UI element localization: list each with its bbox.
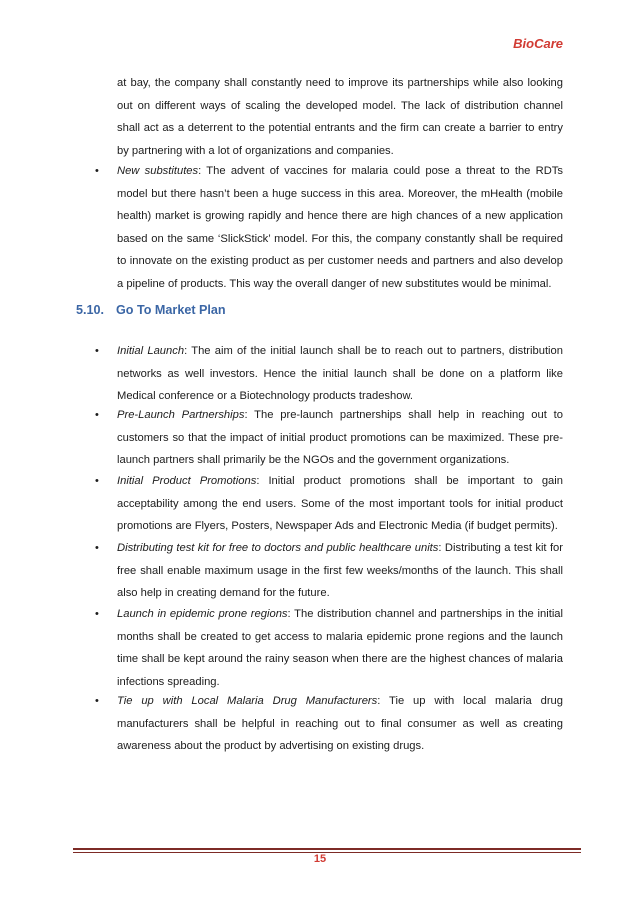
- item-text: : Initial product promotions shall be important to gain acceptability among the end users. Some of the most important tools for initial product promotions are Flyers, Posters, Newspaper Ads and Electronic Media (if budget permits).: [117, 475, 563, 533]
- bullet-marker: •: [95, 695, 99, 707]
- list-item: [117, 160, 563, 296]
- intro-paragraph: at bay, the company shall constantly need to improve its partnerships while also looking out on different ways of scaling the developed model. The lack of distribution channel shall act as a deterrent to the potential entrants and the firm can create a barrier to entry by partnering with a lot of organizations and companies.: [117, 77, 563, 157]
- list-item: [117, 404, 563, 472]
- item-term: Initial Product Promotions: [117, 475, 257, 487]
- bullet-marker: •: [95, 409, 99, 421]
- bullet-marker: •: [95, 165, 99, 177]
- list-item: [117, 690, 563, 758]
- bullet-marker: •: [95, 542, 99, 554]
- item-term: Initial Launch: [117, 345, 185, 357]
- item-text: : The pre-launch partnerships shall help in reaching out to customers so that the impact of initial product promotions can be maximized. These pre-launch partners shall primarily be the NGOs and the government organizations.: [117, 409, 563, 467]
- item-text: : The distribution channel and partnerships in the initial months shall be created to get access to malaria epidemic prone regions and the launch time shall be kept around the rainy season when there are the highest chances of malaria infections spreading.: [117, 608, 564, 688]
- list-item: [117, 537, 563, 605]
- item-text: : Tie up with local malaria drug manufacturers shall be helpful in reaching out to final consumer as well as creating awareness about the product by advertising on existing drugs.: [117, 695, 563, 753]
- header-brand: BioCare: [513, 36, 563, 51]
- item-term: New substitutes: [117, 165, 199, 177]
- item-term: Distributing test kit for free to doctors and public healthcare units: [117, 542, 439, 554]
- item-term: Launch in epidemic prone regions: [117, 608, 288, 620]
- section-heading: [76, 303, 226, 317]
- item-text: : Distributing a test kit for free shall enable maximum usage in the first few weeks/months of the launch. This shall also help in creating demand for the future.: [117, 542, 563, 600]
- list-item: [117, 603, 563, 693]
- list-item: [117, 340, 563, 408]
- bullet-marker: •: [95, 475, 99, 487]
- section-number: 5.10.: [76, 303, 105, 317]
- bullet-marker: •: [95, 345, 99, 357]
- list-item: [117, 470, 563, 538]
- section-title: Go To Market Plan: [116, 303, 226, 317]
- bullet-marker: •: [95, 608, 99, 620]
- item-text: : The advent of vaccines for malaria could pose a threat to the RDTs model but there hasn’t been a huge success in this area. Moreover, the mHealth (mobile health) market is growing rapidly and hence there are high chances of a new application based on the same ‘SlickStick’ model. For this, the company constantly shall be required to innovate on the existing product as per customer needs and partners and also develop a pipeline of products. This way the overall danger of new substitutes would be minimal.: [117, 165, 563, 290]
- item-text: : The aim of the initial launch shall be to reach out to partners, distribution networks as well investors. Hence the initial launch shall be done on a platform like Medical conference or a Biotechnology products tradeshow.: [117, 345, 563, 403]
- item-term: Pre-Launch Partnerships: [117, 409, 245, 421]
- page-number: 15: [313, 853, 327, 865]
- footer-divider: [73, 848, 581, 850]
- item-term: Tie up with Local Malaria Drug Manufacturers: [117, 695, 378, 707]
